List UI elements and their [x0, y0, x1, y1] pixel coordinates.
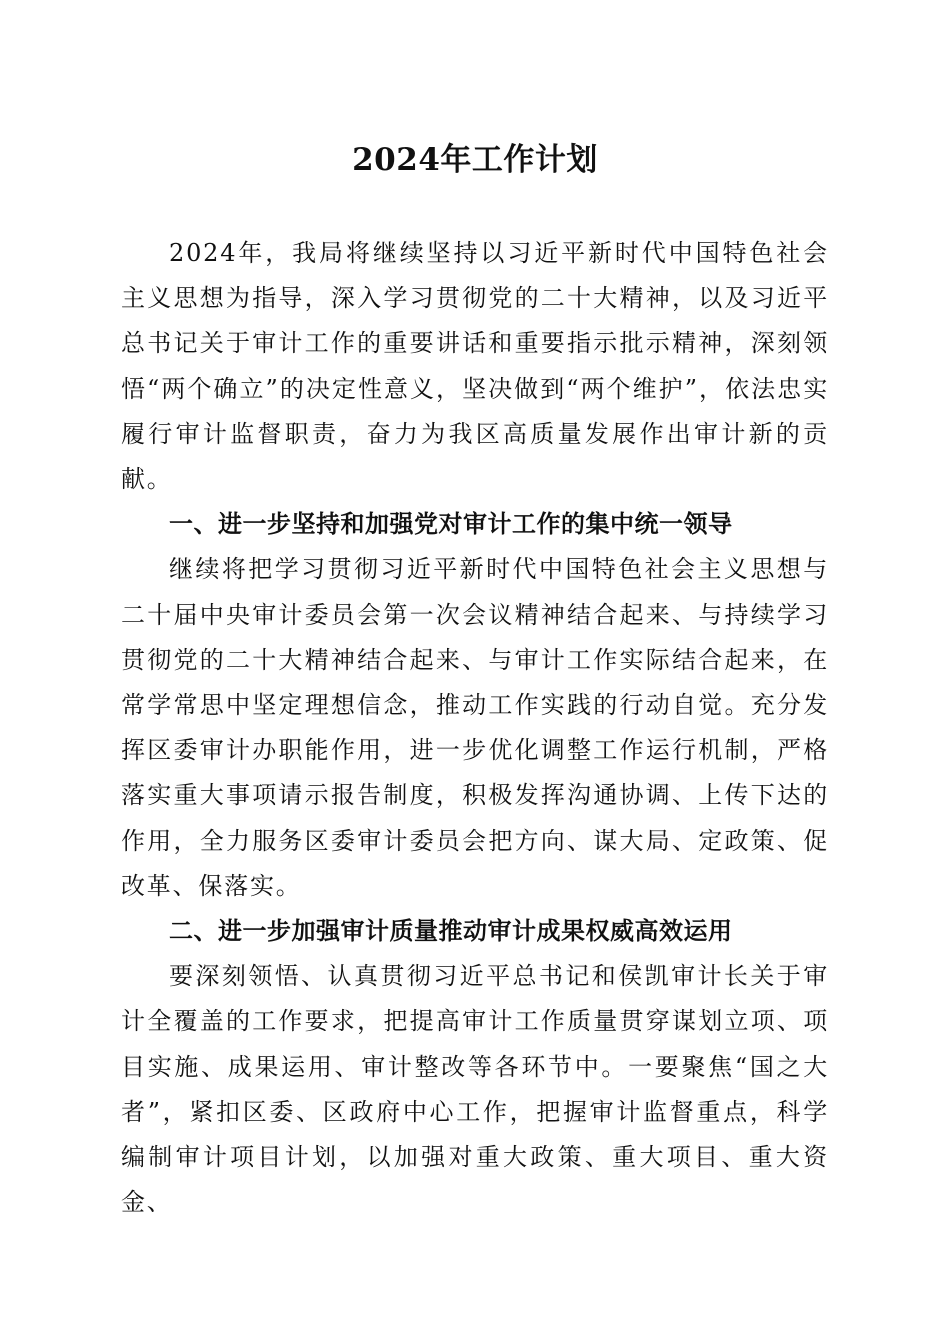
document-title: 2024年工作计划 — [352, 142, 598, 178]
intro-paragraph: 2024年，我局将继续坚持以习近平新时代中国特色社会主义思想为指导，深入学习贯彻党的二十大精神，以及习近平总书记关于审计工作的重要讲话和重要指示批示精神，深刻领悟“两个确立”的决定性意义，坚决做到“两个维护”，依法忠实履行审计监督职责，奋力为我区高质量发展作出审计新的贡献。 — [121, 239, 829, 494]
section-2-heading: 二、进一步加强审计质量推动审计成果权威高效运用 — [169, 917, 733, 946]
section-1-paragraph: 继续将把学习贯彻习近平新时代中国特色社会主义思想与二十届中央审计委员会第一次会议精神结合起来、与持续学习贯彻党的二十大精神结合起来、与审计工作实际结合起来，在常学常思中坚定理想信念，推动工作实践的行动自觉。充分发挥区委审计办职能作用，进一步优化调整工作运行机制，严格落实重大事项请示报告制度，积极发挥沟通协调、上传下达的作用，全力服务区委审计委员会把方向、谋大局、定政策、促改革、保落实。 — [121, 555, 829, 900]
document-body — [121, 231, 829, 1225]
section-2-paragraph: 要深刻领悟、认真贯彻习近平总书记和侯凯审计长关于审计全覆盖的工作要求，把提高审计工作质量贯穿谋划立项、项目实施、成果运用、审计整改等各环节中。一要聚焦“国之大者”，紧扣区委、区政府中心工作，把握审计监督重点，科学编制审计项目计划，以加强对重大政策、重大项目、重大资金、 — [121, 962, 829, 1217]
section-1-heading: 一、进一步坚持和加强党对审计工作的集中统一领导 — [169, 510, 733, 539]
